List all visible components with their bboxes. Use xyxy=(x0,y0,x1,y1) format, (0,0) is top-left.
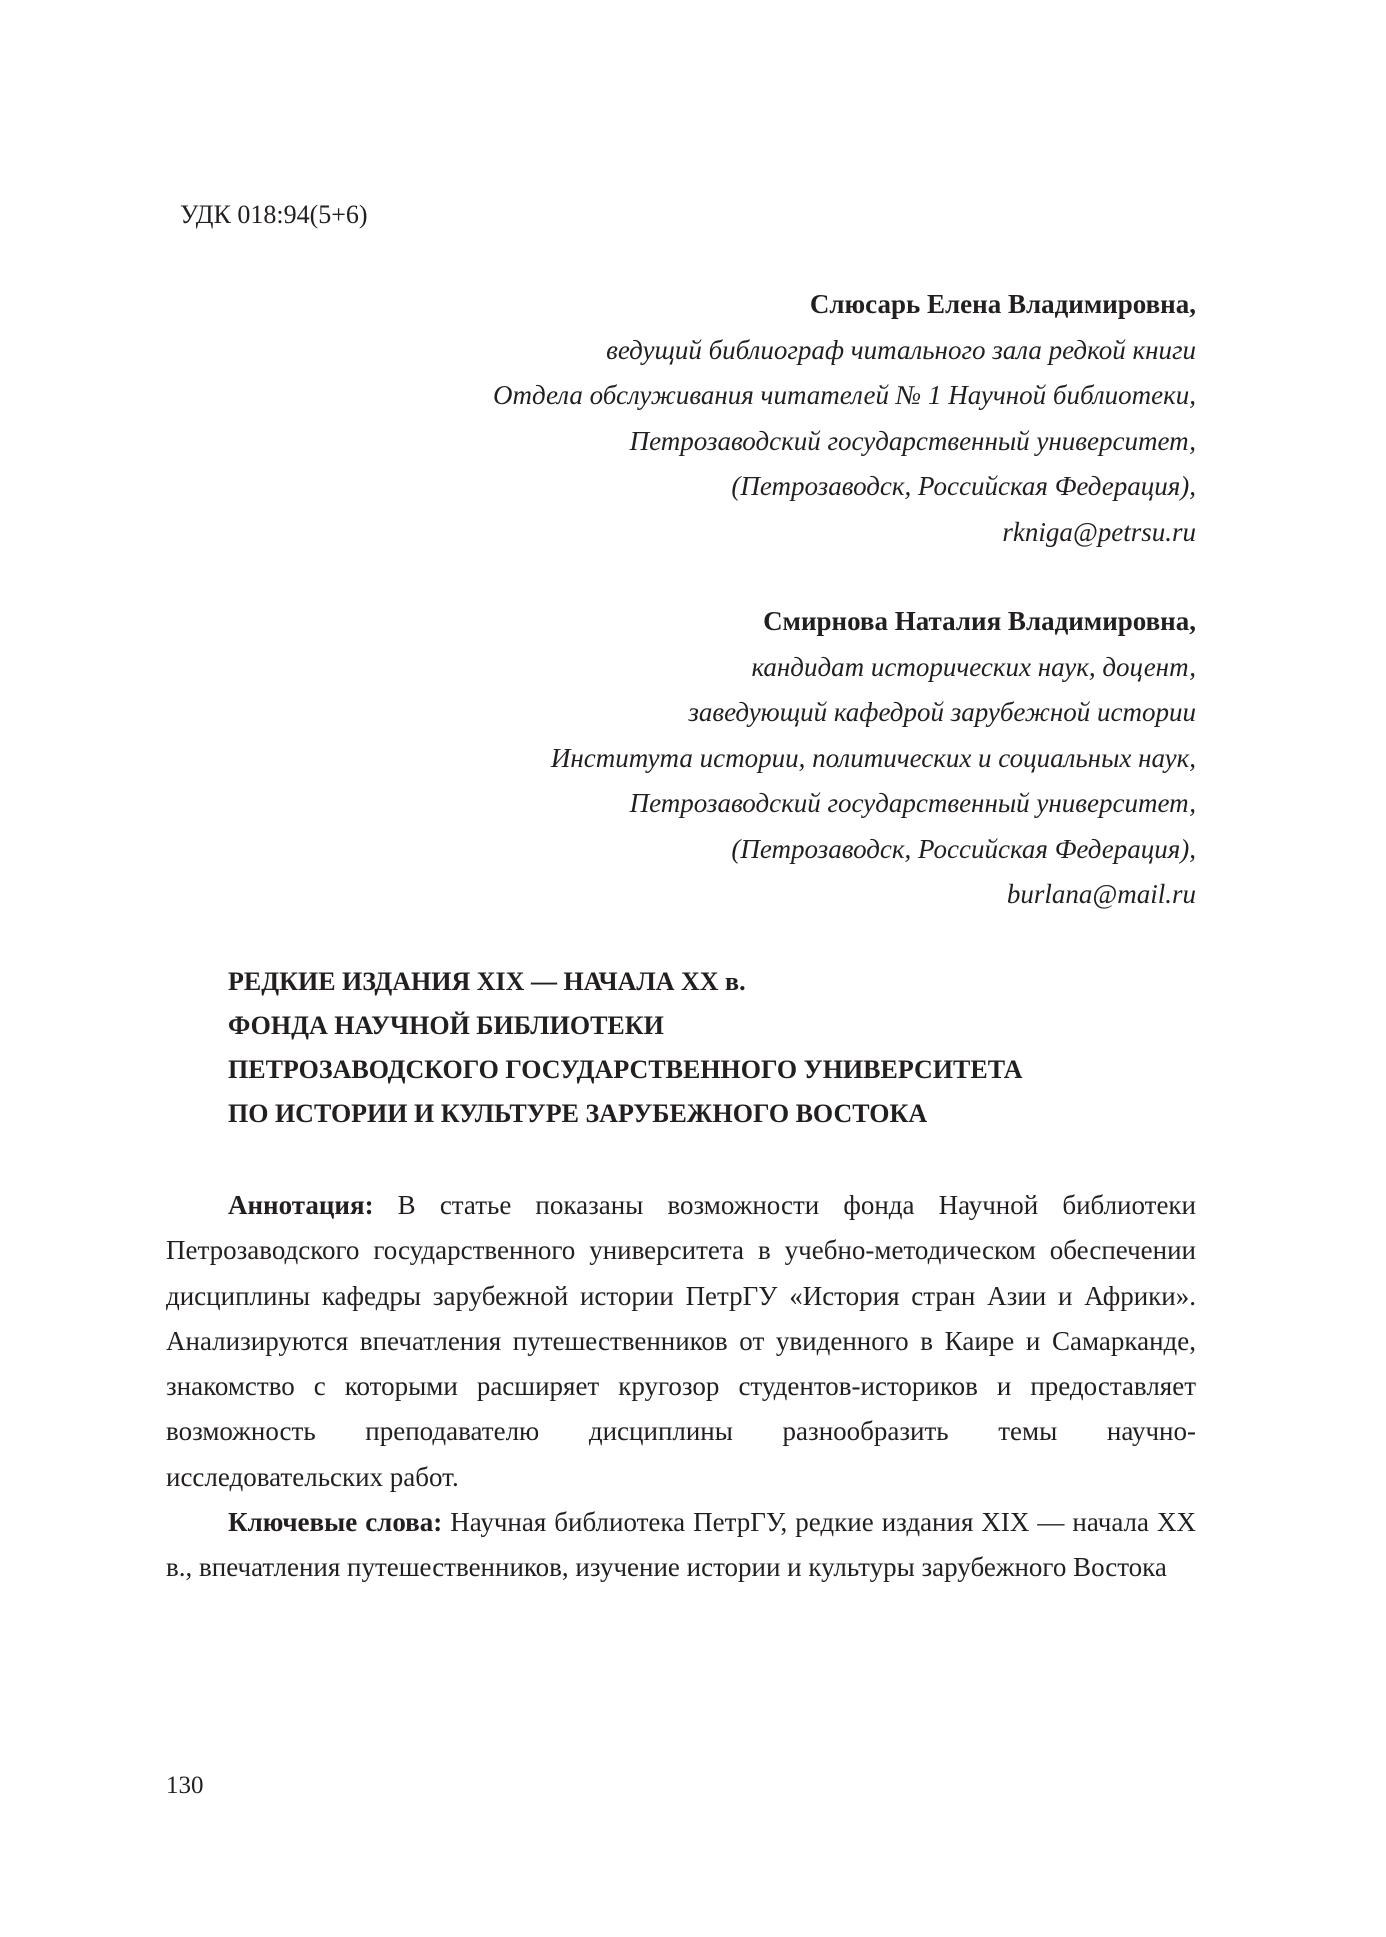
author-line: (Петрозаводск, Российская Федерация), xyxy=(731,471,1196,501)
abstract xyxy=(166,1183,1196,1500)
author-block-2 xyxy=(551,599,1196,918)
abstract-label: Аннотация: xyxy=(228,1190,374,1220)
keywords-text: Научная библиотека ПетрГУ, редкие издания XIX — начала XX в., впечатления путешественников, изучение истории и культуры зарубежного Востока xyxy=(166,1507,1197,1583)
article-title xyxy=(228,960,1023,1136)
author-line: Петрозаводский государственный университет, xyxy=(629,425,1196,456)
author-name: Смирнова Наталия Владимировна, xyxy=(763,606,1196,636)
author-email: rkniga@petrsu.ru xyxy=(1002,516,1196,547)
author-line: заведующий кафедрой зарубежной истории xyxy=(688,697,1196,727)
keywords-label: Ключевые слова: xyxy=(228,1507,443,1538)
keywords xyxy=(166,1500,1196,1591)
author-email: burlana@mail.ru xyxy=(1006,879,1196,909)
author-line: (Петрозаводск, Российская Федерация), xyxy=(731,833,1196,864)
author-block-1 xyxy=(493,282,1196,555)
title-line: ПО ИСТОРИИ И КУЛЬТУРЕ ЗАРУБЕЖНОГО ВОСТОКА xyxy=(228,1099,928,1128)
udk-code: УДК 018:94(5+6) xyxy=(180,200,368,229)
article-body xyxy=(166,1183,1196,1591)
author-line: кандидат исторических наук, доцент, xyxy=(751,651,1196,682)
author-line: ведущий библиограф читального зала редкой книги xyxy=(606,334,1196,365)
author-name: Слюсарь Елена Владимировна, xyxy=(809,289,1196,319)
title-line: ФОНДА НАУЧНОЙ БИБЛИОТЕКИ xyxy=(228,1011,664,1040)
author-line: Петрозаводский государственный университет, xyxy=(629,788,1196,818)
author-line: Отдела обслуживания читателей № 1 Научной библиотеки, xyxy=(492,380,1196,410)
title-line: ПЕТРОЗАВОДСКОГО ГОСУДАРСТВЕННОГО УНИВЕРСИТЕТА xyxy=(228,1055,1023,1084)
page-number: 130 xyxy=(166,1772,204,1799)
author-line: Института истории, политических и социальных наук, xyxy=(550,742,1196,773)
abstract-text: В статье показаны возможности фонда Научной библиотеки Петрозаводского государственного университета в учебно-методическом обеспечении дисциплины кафедры зарубежной истории ПетрГУ «История стран Азии и Африки». Анализируются впечатления путешественников от увиденного в Каире и Самарканде, знакомство с которыми расширяет кругозор студентов-историков и предоставляет возможность преподавателю дисциплины разнообразить темы научно-исследовательских работ. xyxy=(166,1190,1196,1492)
title-line: РЕДКИЕ ИЗДАНИЯ XIX — НАЧАЛА XX в. xyxy=(228,967,746,996)
